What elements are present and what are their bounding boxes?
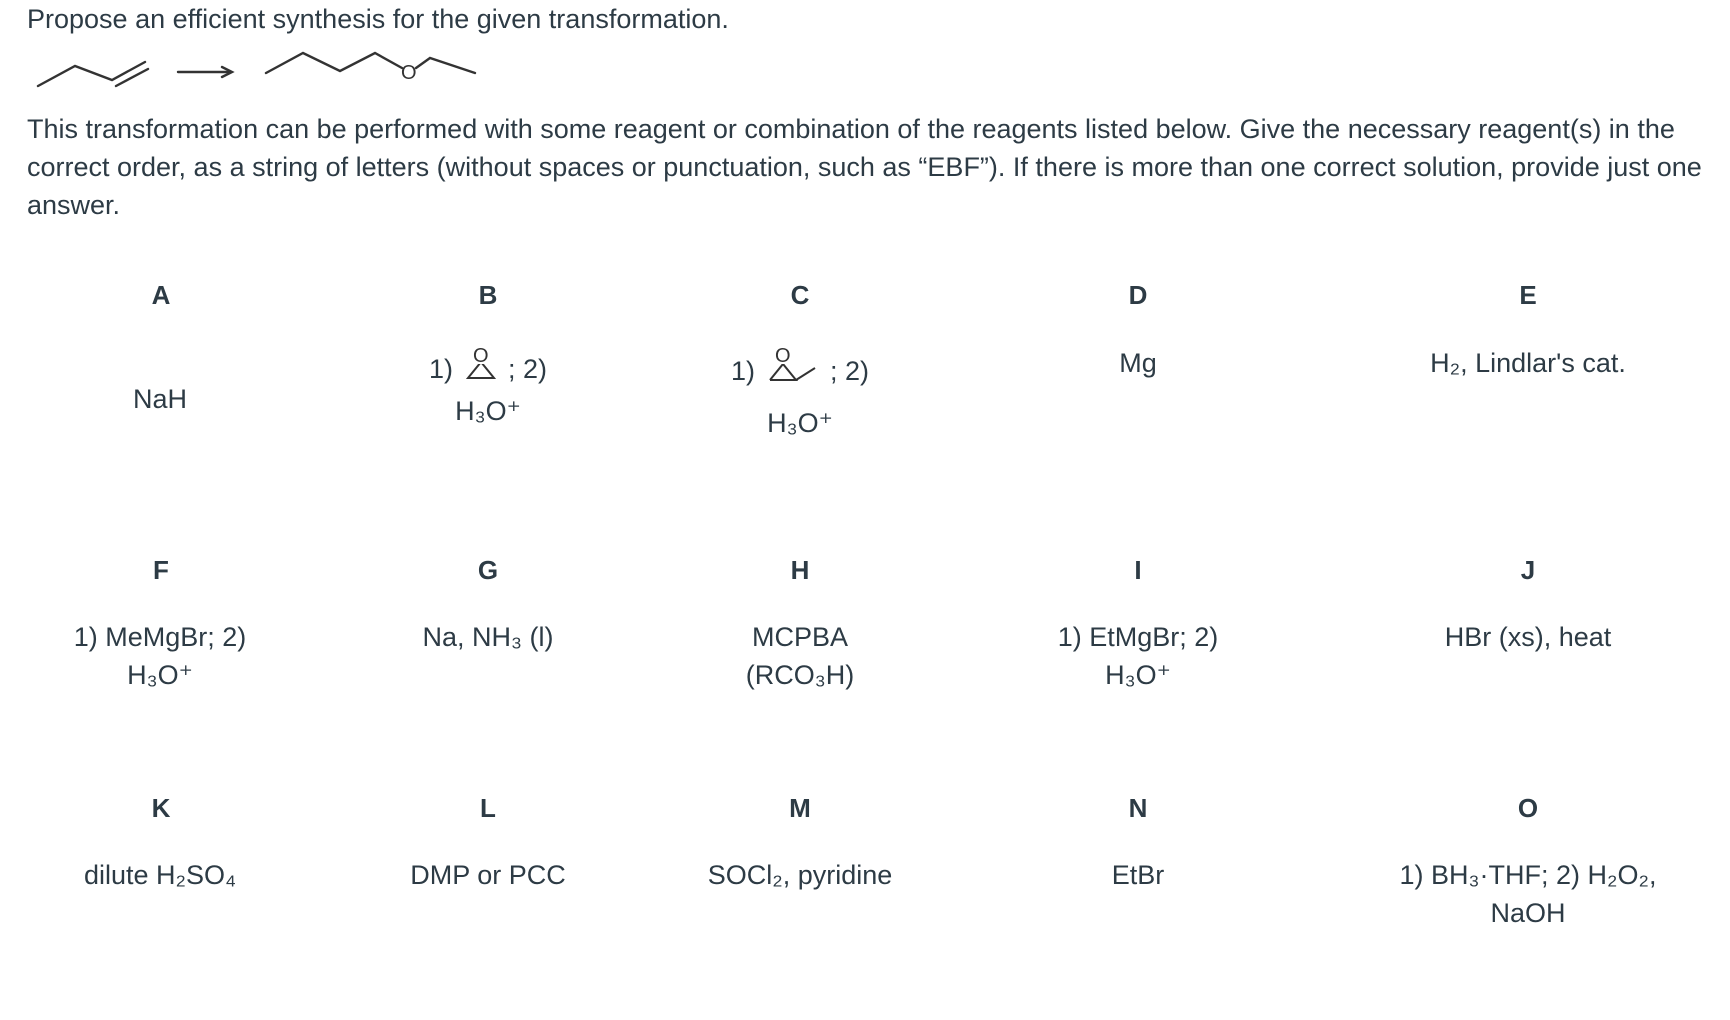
letter-k: K — [151, 793, 171, 823]
letter-g: G — [477, 555, 499, 585]
reagent-b[interactable] — [388, 340, 588, 430]
letter-o: O — [1517, 793, 1539, 823]
alkene-skeleton — [38, 62, 145, 86]
letter-h: H — [790, 555, 810, 585]
ether-oxygen: O — [401, 62, 417, 84]
reagent-o-line1: 1) BH₃·THF; 2) H₂O₂, — [1399, 860, 1657, 890]
ether-skeleton-right — [416, 58, 475, 73]
ether-skeleton-left — [266, 53, 402, 73]
letter-m: M — [789, 793, 811, 823]
reagent-f[interactable] — [40, 618, 280, 694]
reagent-o-line2: NaOH — [1490, 898, 1566, 928]
letter-f: F — [153, 555, 169, 585]
reagent-b-step1: 1) — [428, 354, 453, 384]
svg-text:O: O — [472, 345, 489, 367]
letter-n: N — [1128, 793, 1148, 823]
reagent-d[interactable]: Mg — [1119, 348, 1157, 378]
reagent-h-line1: MCPBA — [751, 622, 849, 652]
letter-l: L — [480, 793, 496, 823]
propylene-oxide-icon — [763, 342, 823, 386]
reagent-m[interactable]: SOCl₂, pyridine — [707, 860, 893, 890]
reagent-n[interactable]: EtBr — [1111, 860, 1165, 890]
letter-b: B — [478, 280, 498, 310]
reagent-o[interactable] — [1378, 856, 1678, 932]
reagent-k[interactable]: dilute H₂SO₄ — [83, 860, 237, 890]
instructions: This transformation can be performed with some reagent or combination of the reagents listed below. Give the necessary reagent(s) in the correct order, as a string of letters (without spaces or punctuation, such as “EBF”). If there is more than one correct solution, provide just one answer. — [27, 114, 1702, 220]
reagent-j[interactable]: HBr (xs), heat — [1444, 622, 1612, 652]
reagent-b-step2: ; 2) — [508, 354, 548, 384]
reagent-f-line1: 1) MeMgBr; 2) — [73, 622, 247, 652]
reaction-scheme — [30, 48, 490, 98]
svg-text:O: O — [774, 345, 791, 367]
letter-i: I — [1134, 555, 1142, 585]
reagent-h-line2: (RCO₃H) — [745, 660, 855, 690]
reagent-h[interactable] — [700, 618, 900, 694]
reagent-i[interactable] — [1018, 618, 1258, 694]
reagent-i-line1: 1) EtMgBr; 2) — [1057, 622, 1219, 652]
letter-e: E — [1519, 280, 1537, 310]
alkene-double-bond — [116, 69, 148, 86]
question-title: Propose an efficient synthesis for the given transformation. — [27, 4, 729, 34]
reagent-e[interactable]: H₂, Lindlar's cat. — [1430, 348, 1626, 378]
reagent-c[interactable] — [690, 342, 910, 442]
reagent-b-acid: H₃O⁺ — [455, 396, 521, 426]
reagent-g[interactable]: Na, NH₃ (l) — [422, 622, 554, 652]
reagent-c-acid: H₃O⁺ — [767, 408, 833, 438]
letter-d: D — [1128, 280, 1148, 310]
reagent-a[interactable]: NaH — [132, 384, 187, 414]
letter-c: C — [790, 280, 810, 310]
reagent-c-step2: ; 2) — [830, 356, 870, 386]
letter-a: A — [151, 280, 171, 310]
letter-j: J — [1520, 555, 1536, 585]
reagent-c-step1: 1) — [730, 356, 755, 386]
ethylene-oxide-icon — [461, 340, 501, 384]
reagent-f-line2: H₃O⁺ — [127, 660, 193, 690]
reagent-l[interactable]: DMP or PCC — [410, 860, 566, 890]
reagent-i-line2: H₃O⁺ — [1105, 660, 1171, 690]
